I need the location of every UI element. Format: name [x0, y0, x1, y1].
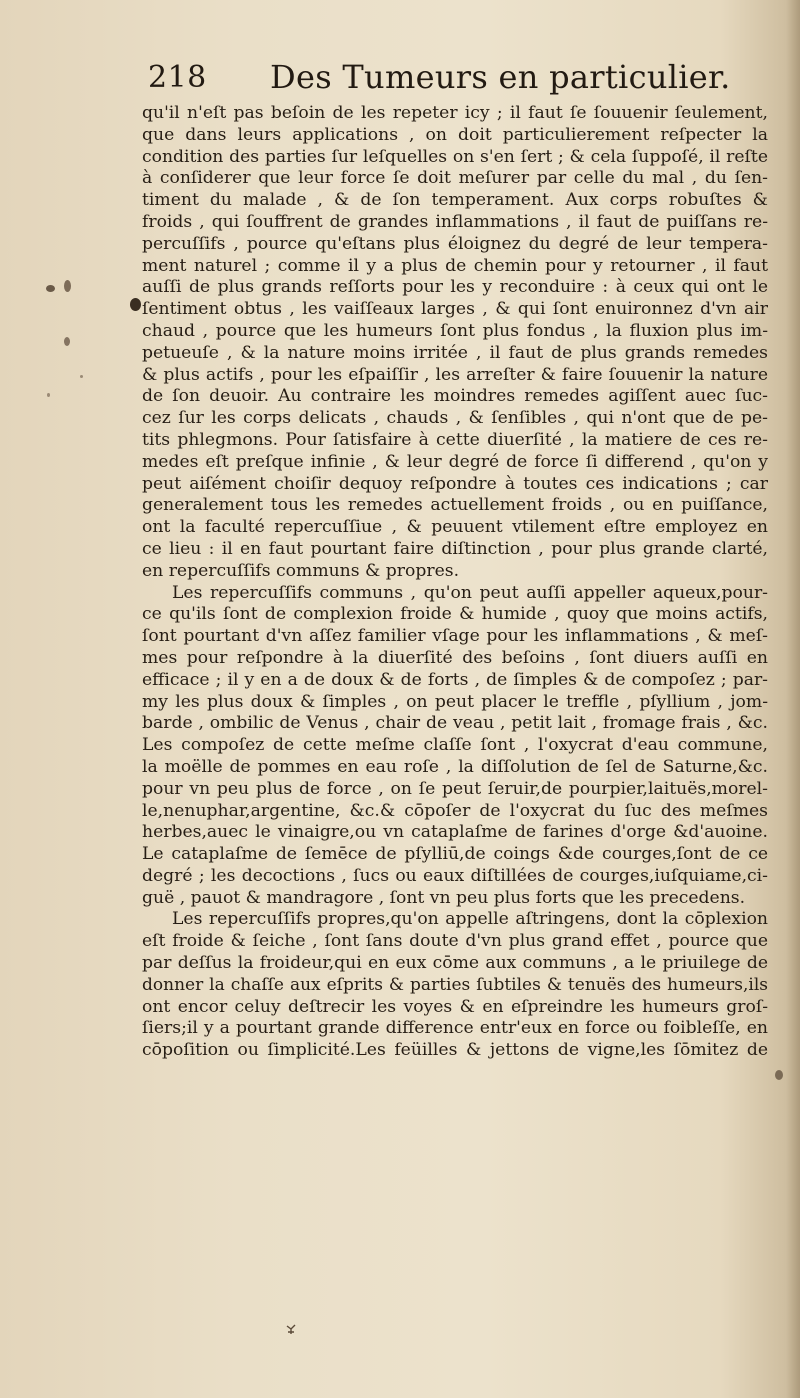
text-line: percuſſifs , pource qu'eſtans plus éloignez du degré de leur tempera-: [142, 233, 768, 254]
text-line: herbes,auec le vinaigre,ou vn cataplaſme de farines d'orge &d'auoine.: [142, 822, 768, 843]
text-line: ont la faculté repercuſſiue , & peuuent vtilement eſtre employez en: [142, 517, 768, 538]
text-line: ment naturel ; comme il y a plus de chemin pour y retourner , il faut: [142, 255, 768, 276]
text-line: eſt froide & ſeiche , ſont ſans doute d'vn plus grand effet , pource que: [142, 931, 768, 952]
margin-ink-speck: [64, 280, 71, 292]
text-line: peut aiſément choiſir dequoy reſpondre à toutes ces indications ; car: [142, 473, 768, 494]
text-line: chaud , pource que les humeurs ſont plus fondus , la fluxion plus im-: [142, 320, 768, 341]
text-line: ſentiment obtus , les vaiſſeaux larges , & qui ſont enuironnez d'vn air: [142, 299, 768, 320]
text-line: la moëlle de pommes en eau roſe , la diſſolution de ſel de Saturne,&c.: [142, 756, 768, 777]
page-edge-shadow: [786, 0, 800, 1398]
text-line: cez ſur les corps delicats , chauds , & ſenſibles , qui n'ont que de pe-: [142, 408, 768, 429]
text-line: ont encor celuy deſtrecir les voyes & en eſpreindre les humeurs groſ-: [142, 996, 768, 1017]
text-line: barde , ombilic de Venus , chair de veau , petit lait , fromage frais , &c.: [142, 713, 768, 734]
text-line: qu'il n'eſt pas beſoin de les repeter icy ; il faut ſe ſouuenir ſeulement,: [142, 103, 768, 123]
text-line: tits phlegmons. Pour ſatisfaire à cette diuerſité , la matiere de ces re-: [142, 429, 768, 450]
text-line: & plus actifs , pour les eſpaiſſir , les arreſter & faire ſouuenir la nature: [142, 364, 768, 385]
text-line: de ſon deuoir. Au contraire les moindres remedes agiſſent auec ſuc-: [142, 386, 768, 407]
text-line: en repercuſſifs communs & propres.: [142, 560, 460, 581]
text-line: le,nenuphar,argentine, &c.& cōpoſer de l'oxycrat du ſuc des meſmes: [142, 800, 768, 821]
text-line: generalement tous les remedes actuellement froids , ou en puiſſance,: [142, 495, 768, 516]
running-title: Des Tumeurs en particulier.: [270, 58, 731, 96]
text-line: degré ; les decoctions , ſucs ou eaux diſtillées de courges,iuſquiame,ci-: [142, 865, 768, 886]
text-line: medes eſt preſque infinie , & leur degré de force ſi differend , qu'on y: [142, 451, 768, 472]
text-line: par deſſus la froideur,qui en eux cōme aux communs , a le priuilege de: [142, 953, 768, 974]
text-line: petueuſe , & la nature moins irritée , il faut de plus grands remedes: [142, 342, 768, 363]
text-line: ſont pourtant d'vn aſſez familier vſage pour les inflammations , & meſ-: [142, 626, 768, 647]
text-line: condition des parties ſur leſquelles on s'en ſert ; & cela ſuppoſé, il reſte: [142, 146, 768, 167]
margin-ink-speck: [47, 393, 50, 397]
text-line: ſiers;il y a pourtant grande difference entr'eux en force ou foibleſſe, en: [142, 1018, 768, 1039]
text-line: ce qu'ils ſont de complexion froide & humide , quoy que moins actifs,: [142, 604, 768, 625]
margin-ink-speck: [46, 285, 55, 292]
page-header: [148, 58, 788, 102]
text-line: efficace ; il y en a de doux & de forts , de ſimples & de compoſez ; par-: [142, 669, 768, 690]
text-line: ce lieu : il en faut pourtant faire diſtinction , pour plus grande clarté,: [142, 538, 768, 559]
text-line: froids , qui ſouffrent de grandes inflammations , il faut de puiſſans re-: [142, 211, 768, 232]
text-line: cōpoſition ou ſimplicité.Les feüilles & jettons de vigne,les ſōmitez de: [142, 1040, 768, 1061]
text-line: pour vn peu plus de force , on ſe peut ſeruir,de pourpier,laituës,morel-: [142, 778, 768, 799]
printer-ornament-icon: [284, 1322, 298, 1336]
text-line: my les plus doux & ſimples , on peut placer le treffle , pſyllium , jom-: [142, 691, 768, 712]
text-line: Les compoſez de cette meſme claſſe ſont , l'oxycrat d'eau commune,: [142, 735, 768, 756]
text-line: Le cataplaſme de ſemēce de pſylliū,de coings &de courges,ſont de ce: [142, 844, 768, 865]
paragraph-start-line: Les repercuſſifs propres,qu'on appelle aſtringens, dont la cōplexion: [172, 909, 768, 930]
text-line: auſſi de plus grands reſſorts pour les y reconduire : à ceux qui ont le: [142, 277, 768, 298]
margin-ink-speck: [130, 298, 141, 311]
text-line: à conſiderer que leur force ſe doit meſurer par celle du mal , du ſen-: [142, 168, 768, 189]
text-line: guë , pauot & mandragore , ſont vn peu plus forts que les precedens.: [142, 887, 746, 908]
page-number: 218: [148, 60, 207, 95]
text-line: mes pour reſpondre à la diuerſité des beſoins , ſont diuers auſſi en: [142, 647, 768, 668]
margin-ink-speck: [80, 375, 83, 378]
body-text: [142, 103, 768, 1062]
text-line: timent du malade , & de ſon temperament. Aux corps robuſtes &: [142, 190, 768, 211]
margin-ink-speck: [775, 1070, 783, 1080]
text-line: que dans leurs applications , on doit particulierement reſpecter la: [142, 124, 768, 145]
text-line: donner la chaſſe aux eſprits & parties ſubtiles & tenuës des humeurs,ils: [142, 974, 768, 995]
margin-ink-speck: [64, 337, 70, 346]
paragraph-start-line: Les repercuſſifs communs , qu'on peut auſſi appeller aqueux,pour-: [172, 582, 768, 603]
